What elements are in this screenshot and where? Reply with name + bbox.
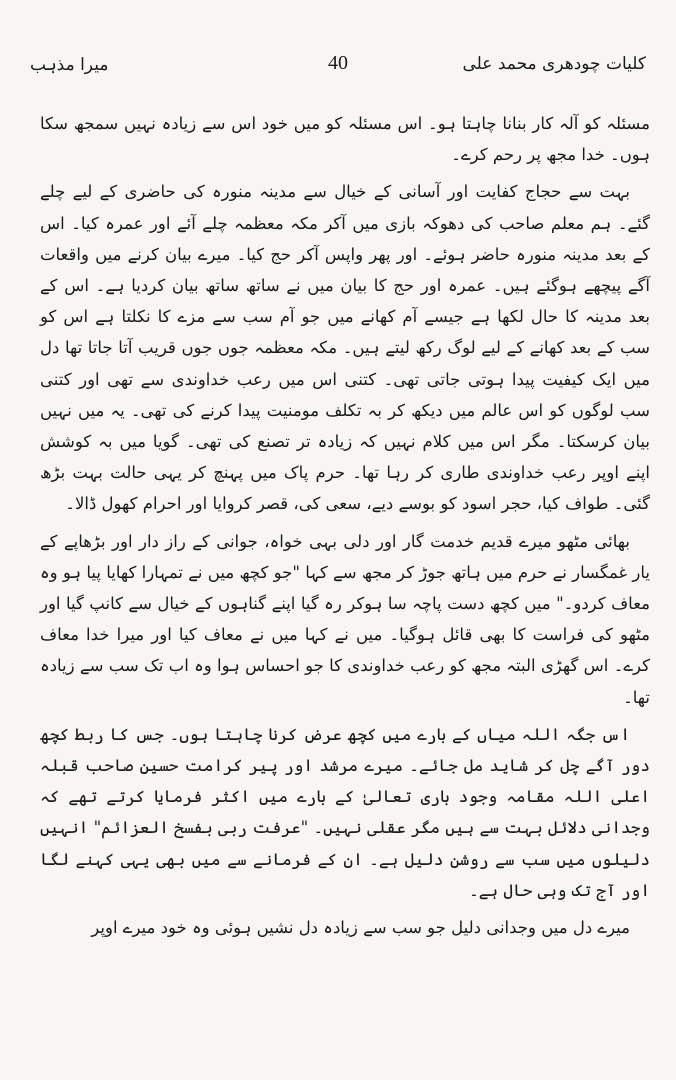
page-body: [40, 108, 650, 949]
paragraph-4: اس جگہ اللہ میاں کے بارے میں کچھ عرض کرنا چاہتا ہوں۔ جس کا ربط کچھ دور آگے چل کر شاید مل جائے۔ میرے مرشد اور پیر کرامت حسین صاحب قبلہ اعلی اللہ مقامہ وجود باری تعالیٰ کے بارے میں اکثر فرمایا کرتے تھے کہ وجدانی دلائل بہت سے ہیں مگر عقلی نہیں۔ "عرفت ربی بفسخ العزائم" انہیں دلیلوں میں سب سے روشن دلیل ہے۔ ان کے فرمانے سے میں بھی یہی کہنے لگا اور آج تک وہی حال ہے۔: [40, 724, 650, 900]
page-header: [30, 54, 646, 90]
paragraph-1: مسئلہ کو آلہ کار بنانا چاہتا ہو۔ اس مسئلہ کو میں خود اس سے زیادہ نہیں سمجھ سکا ہوں۔ خدا مجھ پر رحم کرے۔: [40, 114, 650, 165]
paragraph-3: بھائی مٹھو میرے قدیم خدمت گار اور دلی بہی خواہ، جوانی کے راز دار اور بڑھاپے کے یار غمگسار نے حرم میں ہاتھ جوڑ کر مجھ سے کہا "جو کچھ میں نے تمہارا کھایا پیا ہو وہ معاف کردو۔" میں کچھ دست پاچہ سا ہوکر رہ گیا اپنے گناہوں کے خیال سے کانپ گیا اور مٹھو کی فراست کا بھی قائل ہوگیا۔ میں نے کہا میں نے معاف کیا اور میرا خدا معاف کرے۔ اس گھڑی البتہ مجھ کو رعب خداوندی کا جو احساس ہوا وہ اب تک سب سے زیادہ تھا۔: [40, 531, 650, 707]
chapter-title: میرا مذہب: [30, 55, 109, 75]
paragraph-2: بہت سے حجاج کفایت اور آسانی کے خیال سے مدینہ منورہ کی حاضری کے لیے چلے گئے۔ ہم معلم صاحب کی دھوکہ بازی میں آکر مکہ معظمہ چلے آئے اور عمرہ کیا۔ اس کے بعد مدینہ منورہ حاضر ہوئے۔ اور پھر واپس آکر حج کیا۔ میرے بیان کرنے میں واقعات آگے پیچھے ہوگئے ہیں۔ عمرہ اور حج کا بیان میں نے ساتھ ساتھ بیان کردیا ہے۔ اس کے بعد مدینہ کا حال لکھا ہے جیسے آم کھانے میں جو آم سب سے مزے کا نکلتا ہے اس کو سب کے بعد کھانے کے لیے لوگ رکھ لیتے ہیں۔ مکہ معظمہ جوں جوں قریب آتا جاتا تھا دل میں ایک کیفیت پیدا ہوتی جاتی تھی۔ کتنی اس میں رعب خداوندی سے تھی اور کتنی سب لوگوں کو اس عالم میں دیکھ کر بہ تکلف مومنیت پیدا کرنے کی تھی۔ یہ میں نہیں بیان کرسکتا۔ مگر اس میں کلام نہیں کہ زیادہ تر تصنع کی تھی۔ گویا میں بہ کوشش اپنے اوپر رعب خداوندی طاری کر رہا تھا۔ حرم پاک میں پہنچ کر یہی حالت بہت بڑھ گئی۔ طواف کیا، حجر اسود کو بوسے دیے، سعی کی، قصر کروایا اور احرام کھول ڈالا۔: [40, 182, 650, 514]
page-number: 40: [328, 52, 348, 74]
paragraph-5: میرے دل میں وجدانی دلیل جو سب سے زیادہ دل نشیں ہوئی وہ خود میرے اوپر: [91, 918, 630, 938]
book-title: کلیات چودھری محمد علی: [462, 54, 646, 74]
